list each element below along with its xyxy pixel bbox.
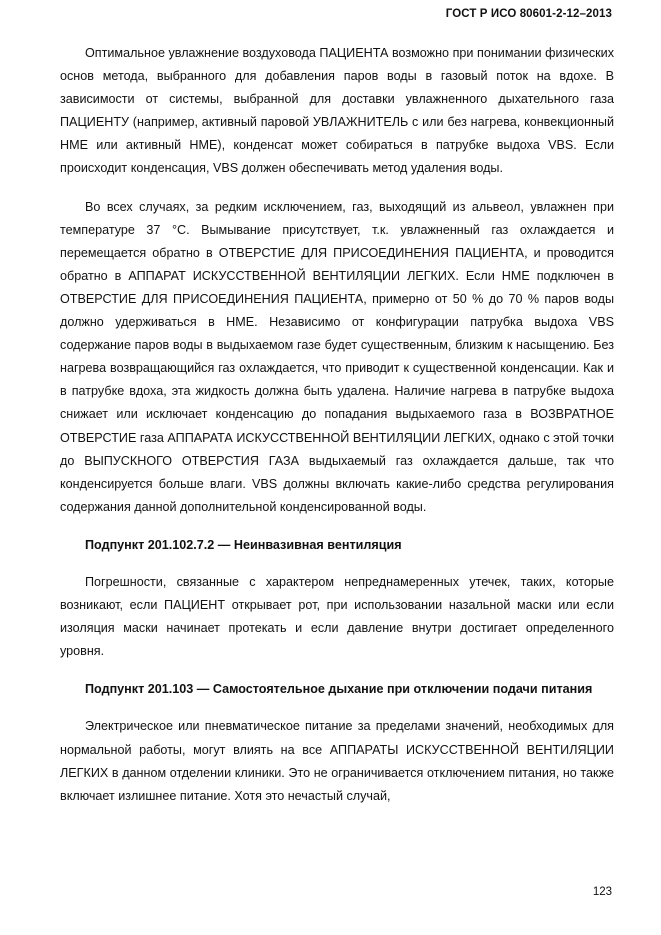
page-number: 123 — [592, 886, 612, 898]
document-body — [60, 42, 614, 808]
body-paragraph: Оптимальное увлажнение воздуховода ПАЦИЕНТА возможно при понимании физических основ метода, выбранного для добавления паров воды в газовый поток на вдохе. В зависимости от системы, выбранной для доставки увлажненного дыхательного газа ПАЦИЕНТУ (например, активный паровой УВЛАЖНИТЕЛЬ с или без нагрева, конвекционный НМЕ или активный НМЕ), конденсат может собираться в патрубке выдоха VBS. Если происходит конденсация, VBS должен обеспечивать метод удаления воды. — [60, 46, 614, 176]
section-heading: Подпункт 201.102.7.2 — Неинвазивная вентиляция — [85, 537, 402, 552]
document-header-id: ГОСТ Р ИСО 80601-2-12–2013 — [445, 8, 612, 20]
section-heading: Подпункт 201.103 — Самостоятельное дыхание при отключении подачи питания — [85, 682, 593, 697]
body-paragraph: Электрическое или пневматическое питание за пределами значений, необходимых для нормальной работы, могут влиять на все АППАРАТЫ ИСКУССТВЕННОЙ ВЕНТИЛЯЦИИ ЛЕГКИХ в данном отделении клиники. Это не ограничивается отключением питания, но также включает излишнее питание. Хотя это нечастый случай, — [60, 719, 614, 803]
body-paragraph: Во всех случаях, за редким исключением, газ, выходящий из альвеол, увлажнен при температуре 37 °С. Вымывание присутствует, т.к. увлажненный газ охлаждается и перемещается обратно в ОТВЕРСТИЕ ДЛЯ ПРИСОЕДИНЕНИЯ ПАЦИЕНТА, и проводится обратно в АППАРАТ ИСКУССТВЕННОЙ ВЕНТИЛЯЦИИ ЛЕГКИХ. Если НМЕ подключен в ОТВЕРСТИЕ ДЛЯ ПРИСОЕДИНЕНИЯ ПАЦИЕНТА, примерно от 50 % до 70 % паров воды должно удерживаться в НМЕ. Независимо от конфигурации патрубка выдоха VBS содержание паров воды в выдыхаемом газе будет существенным, близким к насыщению. Без нагрева возвращающийся газ охлаждается, что приводит к существенной конденсации. Как и в патрубке вдоха, эта жидкость должна быть удалена. Наличие нагрева в патрубке выдоха снижает или исключает конденсацию до попадания выдыхаемого газа в ВОЗВРАТНОЕ ОТВЕРСТИЕ газа АППАРАТА ИСКУССТВЕННОЙ ВЕНТИЛЯЦИИ ЛЕГКИХ, однако с этой точки до ВЫПУСКНОГО ОТВЕРСТИЯ ГАЗА выдыхаемый газ охлаждается дальше, так что конденсируется больше влаги. VBS должны включать какие-либо средства регулирования содержания данной дополнительной конденсированной воды. — [60, 199, 614, 514]
body-paragraph: Погрешности, связанные с характером непреднамеренных утечек, таких, которые возникают, если ПАЦИЕНТ открывает рот, при использовании назальной маски или если изоляция маски начинает протекать и если давление внутри достигает определенного уровня. — [60, 574, 614, 659]
